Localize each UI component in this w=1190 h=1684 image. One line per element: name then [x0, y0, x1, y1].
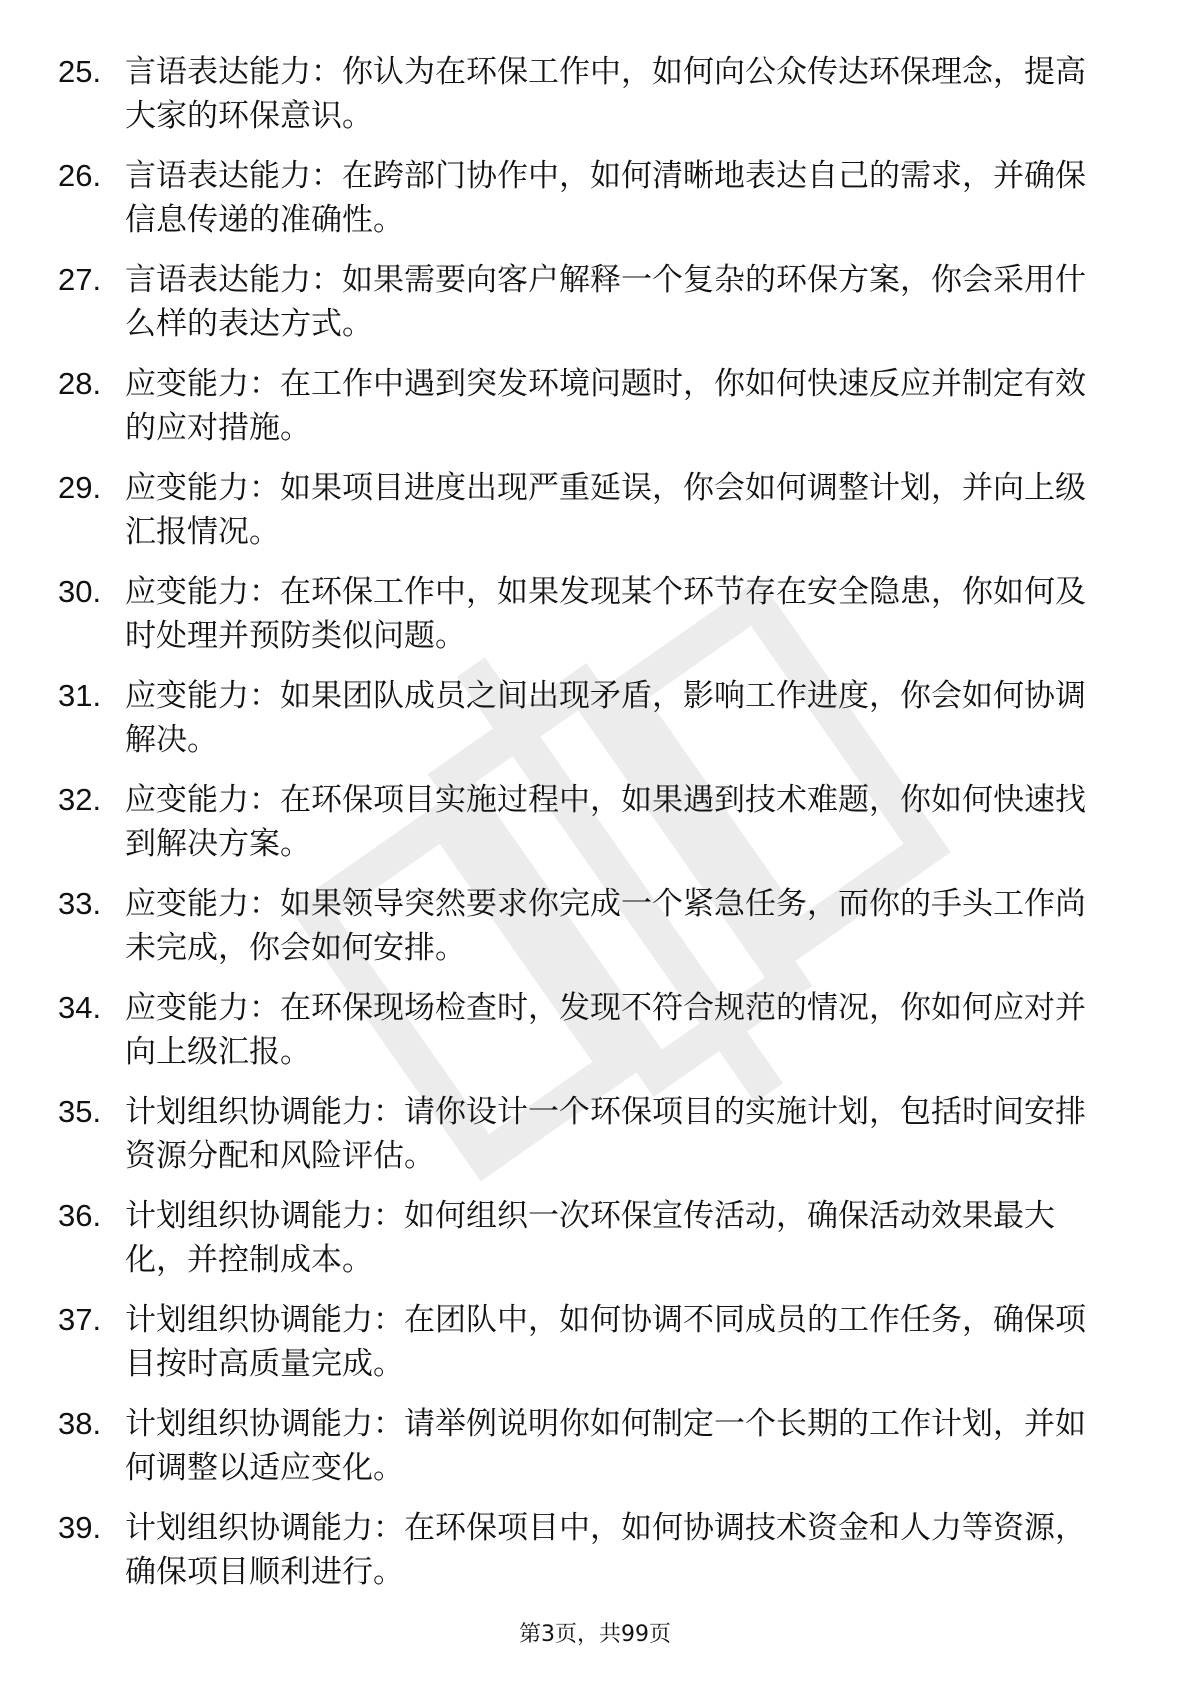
question-number: 26.: [58, 158, 102, 193]
question-number: 32.: [58, 782, 102, 817]
question-text: 计划组织协调能力：如何组织一次环保宣传活动，确保活动效果最大化，并控制成本。: [125, 1198, 1055, 1278]
question-number: 28.: [58, 366, 102, 401]
question-item: [58, 674, 1118, 778]
question-number: 37.: [58, 1302, 102, 1337]
question-number: 29.: [58, 470, 102, 505]
question-number: 31.: [58, 678, 102, 713]
question-text: 应变能力：在工作中遇到突发环境问题时，你如何快速反应并制定有效的应对措施。: [125, 366, 1086, 446]
question-text: 应变能力：如果领导突然要求你完成一个紧急任务，而你的手头工作尚未完成，你会如何安排。: [125, 886, 1086, 966]
question-number: 27.: [58, 262, 102, 297]
page-footer: 第3页，共99页: [519, 1622, 671, 1647]
question-item: [58, 778, 1118, 882]
question-item: [58, 986, 1118, 1090]
question-text: 应变能力：在环保工作中，如果发现某个环节存在安全隐患，你如何及时处理并预防类似问题。: [125, 574, 1086, 654]
question-number: 30.: [58, 574, 102, 609]
question-list: [58, 50, 1118, 1610]
question-item: [58, 1090, 1118, 1194]
question-item: [58, 882, 1118, 986]
question-item: [58, 466, 1118, 570]
question-text: 计划组织协调能力：请你设计一个环保项目的实施计划，包括时间安排资源分配和风险评估。: [125, 1094, 1086, 1174]
question-text: 计划组织协调能力：在环保项目中，如何协调技术资金和人力等资源，确保项目顺利进行。: [125, 1510, 1086, 1590]
question-number: 33.: [58, 886, 102, 921]
question-text: 应变能力：如果项目进度出现严重延误，你会如何调整计划，并向上级汇报情况。: [125, 470, 1086, 550]
question-item: [58, 258, 1118, 362]
question-item: [58, 154, 1118, 258]
question-text: 应变能力：在环保项目实施过程中，如果遇到技术难题，你如何快速找到解决方案。: [125, 782, 1086, 862]
question-text: 计划组织协调能力：在团队中，如何协调不同成员的工作任务，确保项目按时高质量完成。: [125, 1302, 1086, 1382]
question-item: [58, 50, 1118, 154]
question-text: 言语表达能力：你认为在环保工作中，如何向公众传达环保理念，提高大家的环保意识。: [125, 54, 1086, 134]
question-text: 言语表达能力：如果需要向客户解释一个复杂的环保方案，你会采用什么样的表达方式。: [125, 262, 1086, 342]
question-text: 计划组织协调能力：请举例说明你如何制定一个长期的工作计划，并如何调整以适应变化。: [125, 1406, 1086, 1486]
question-number: 34.: [58, 990, 102, 1025]
question-item: [58, 362, 1118, 466]
question-number: 25.: [58, 54, 102, 89]
question-text: 言语表达能力：在跨部门协作中，如何清晰地表达自己的需求，并确保信息传递的准确性。: [125, 158, 1086, 238]
question-item: [58, 570, 1118, 674]
question-item: [58, 1402, 1118, 1506]
question-item: [58, 1298, 1118, 1402]
question-number: 38.: [58, 1406, 102, 1441]
question-text: 应变能力：如果团队成员之间出现矛盾，影响工作进度，你会如何协调解决。: [125, 678, 1086, 758]
question-number: 35.: [58, 1094, 102, 1129]
question-number: 39.: [58, 1510, 102, 1545]
question-text: 应变能力：在环保现场检查时，发现不符合规范的情况，你如何应对并向上级汇报。: [125, 990, 1086, 1070]
question-item: [58, 1506, 1118, 1610]
question-number: 36.: [58, 1198, 102, 1233]
question-item: [58, 1194, 1118, 1298]
